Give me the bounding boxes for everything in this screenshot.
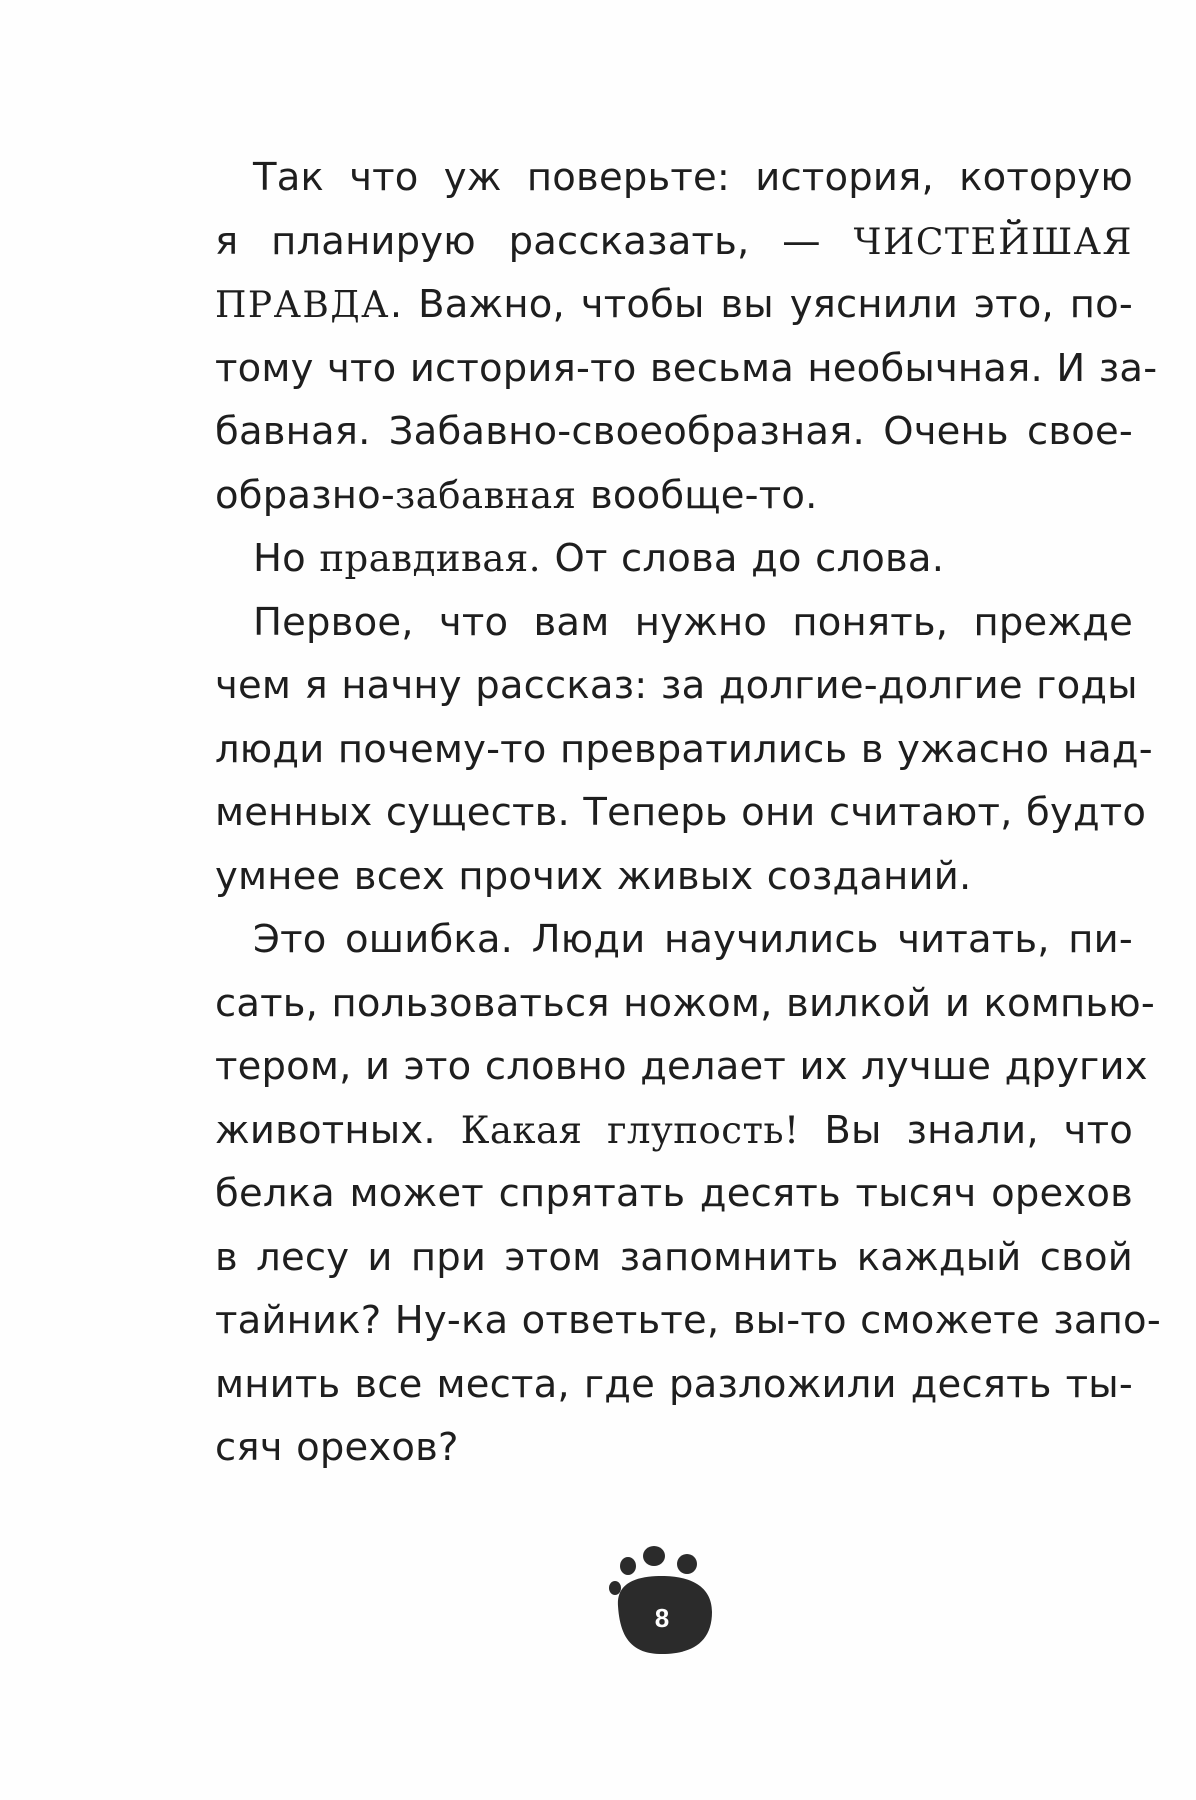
text-line: Так что уж поверьте: история, которую [253, 155, 1133, 200]
text-line: умнее всех прочих живых созданий. [215, 853, 972, 899]
emphasis-caps: ПРАВДА [215, 285, 390, 326]
paragraph [215, 908, 1161, 1480]
text-line: тому что история-то весьма необычная. И за- [215, 345, 1158, 391]
text-line: белка может спрятать десять тысяч орехов [215, 1171, 1133, 1216]
text-line: тайник? Ну-ка ответьте, вы-то сможете запо- [215, 1298, 1161, 1343]
emphasis-decorative: правдивая. [319, 537, 542, 580]
text-line: Но правдивая. От слова до слова. [253, 536, 945, 581]
text-line: образно-забавная вообще-то. [215, 472, 818, 518]
text-line: Первое, что вам нужно понять, прежде [253, 599, 1133, 645]
text-line: бавная. Забавно-своеобразная. Очень свое- [215, 409, 1133, 454]
emphasis-decorative: Какая глупость! [460, 1108, 800, 1152]
text-line: сяч орехов? [215, 1425, 459, 1470]
text-line: ПРАВДА. Важно, чтобы вы уяснили это, по- [215, 282, 1133, 327]
paragraph [215, 527, 1133, 591]
text-line: я планирую рассказать, — ЧИСТЕЙШАЯ [215, 218, 1133, 264]
emphasis-caps: ЧИСТЕЙШАЯ [853, 221, 1133, 263]
text-line: мнить все места, где разложили десять ты- [215, 1361, 1133, 1407]
text-line: люди почему-то превратились в ужасно над- [215, 726, 1153, 772]
text-line: сать, пользоваться ножом, вилкой и компью- [215, 980, 1155, 1026]
text-line: Это ошибка. Люди научились читать, пи- [253, 917, 1133, 962]
text-line: тером, и это словно делает их лучше других [215, 1044, 1148, 1089]
paw-toe-1 [620, 1557, 636, 1575]
paragraph [215, 591, 1153, 909]
text-line: менных существ. Теперь они считают, будто [215, 790, 1147, 835]
paw-toe-2 [643, 1546, 665, 1566]
page-number: 8 [654, 1602, 670, 1633]
paw-toe-3 [677, 1554, 697, 1574]
text-line: в лесу и при этом запомнить каждый свой [215, 1234, 1133, 1280]
body-text [215, 146, 1161, 1480]
text-line: чем я начну рассказ: за долгие-долгие годы [215, 663, 1138, 708]
emphasis-decorative: забавная [395, 473, 577, 517]
paragraph [215, 146, 1158, 527]
text-line: животных. Какая глупость! Вы знали, что [215, 1107, 1133, 1153]
